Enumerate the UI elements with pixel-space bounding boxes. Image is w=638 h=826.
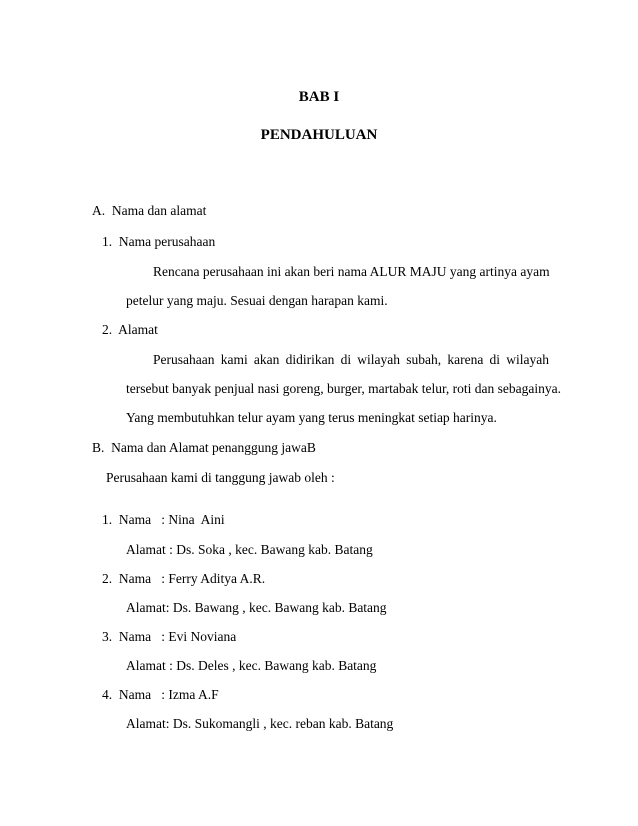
person-4-name: 4. Nama : Izma A.F: [102, 687, 219, 702]
item-2-label: 2. Alamat: [102, 322, 158, 337]
person-3-address: Alamat : Ds. Deles , kec. Bawang kab. Batang: [126, 658, 377, 673]
item-2-line-2: tersebut banyak penjual nasi goreng, burger, martabak telur, roti dan sebagainya.: [126, 381, 562, 396]
section-a-label: A. Nama dan alamat: [92, 203, 207, 218]
section-b-label: B. Nama dan Alamat penanggung jawaB: [92, 440, 316, 455]
section-b-intro: Perusahaan kami di tanggung jawab oleh :: [106, 470, 335, 485]
item-1-label: 1. Nama perusahaan: [102, 234, 216, 249]
person-4-address: Alamat: Ds. Sukomangli , kec. reban kab. Batang: [126, 716, 394, 731]
item-2-line-1: Perusahaan kami akan didirikan di wilayah subah, karena di wilayah: [153, 352, 549, 367]
item-1-line-2: petelur yang maju. Sesuai dengan harapan kami.: [126, 293, 388, 308]
item-2-line-3: Yang membutuhkan telur ayam yang terus meningkat setiap harinya.: [126, 410, 497, 425]
chapter-title: PENDAHULUAN: [260, 127, 378, 143]
person-3-name: 3. Nama : Evi Noviana: [102, 629, 237, 644]
person-1-address: Alamat : Ds. Soka , kec. Bawang kab. Batang: [126, 542, 373, 557]
person-2-address: Alamat: Ds. Bawang , kec. Bawang kab. Batang: [126, 600, 387, 615]
person-1-name: 1. Nama : Nina Aini: [102, 512, 225, 527]
chapter-heading: BAB I: [298, 89, 340, 105]
item-1-line-1: Rencana perusahaan ini akan beri nama ALUR MAJU yang artinya ayam: [153, 264, 550, 279]
person-2-name: 2. Nama : Ferry Aditya A.R.: [102, 571, 266, 586]
